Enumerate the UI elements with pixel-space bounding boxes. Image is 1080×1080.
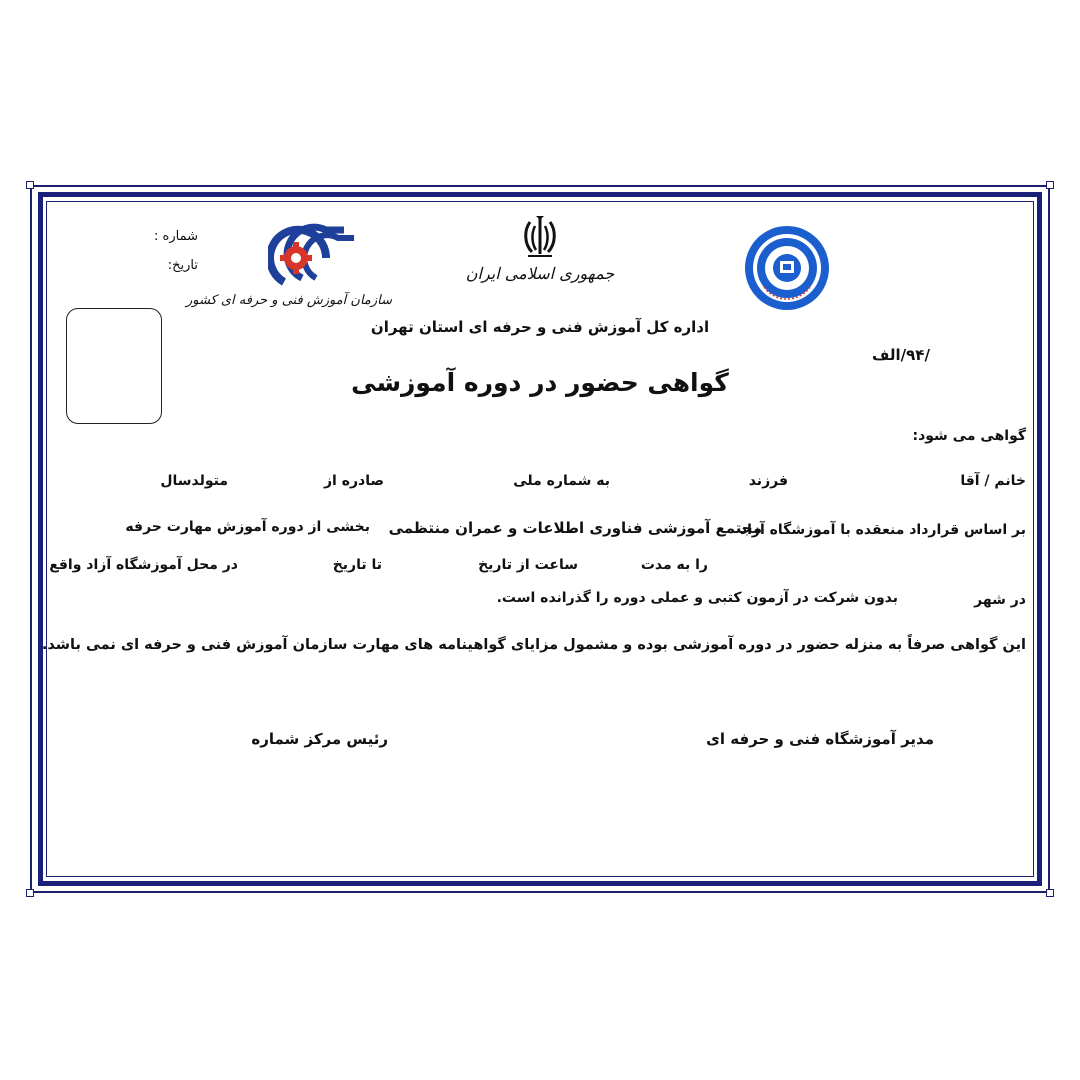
emblem-caption: جمهوری اسلامی ایران — [465, 264, 615, 283]
without-exam-text: بدون شرکت در آزمون کتبی و عملی دوره را گذرانده است. — [496, 590, 898, 606]
duration-label: را به مدت — [640, 557, 708, 573]
to-date-label: تا تاریخ — [332, 557, 382, 573]
issued-from-label: صادره از — [323, 473, 384, 489]
city-label: در شهر — [974, 592, 1026, 608]
frame-corner — [1046, 889, 1054, 897]
frame-corner — [26, 181, 34, 189]
tvto-logo-icon — [268, 222, 360, 286]
disclaimer-note: این گواهی صرفاً به منزله حضور در دوره آموزشی بوده و مشمول مزایای گواهینامه های مهارت سازمان آموزش فنی و حرفه ای نمی باشد. — [41, 637, 1026, 653]
institute-seal-icon — [744, 225, 830, 311]
gender-label: خانم / آقا — [960, 473, 1026, 489]
contract-label: بر اساس قرارداد منعقده با آموزشگاه آزاد — [739, 522, 1026, 538]
certificate-number: /۹۴/الف — [872, 346, 930, 364]
office-name: اداره کل آموزش فنی و حرفه ای استان تهران — [370, 318, 710, 336]
school-name: مجتمع آموزشی فناوری اطلاعات و عمران منتظمی — [388, 519, 762, 537]
certificate-title: گواهی حضور در دوره آموزشی — [351, 368, 729, 397]
manager-signature-label: مدیر آموزشگاه فنی و حرفه ای — [706, 730, 934, 748]
child-of-label: فرزند — [748, 473, 788, 489]
birth-year-label: متولدسال — [160, 473, 228, 489]
photo-placeholder — [66, 308, 162, 424]
date-label: تاریخ: — [167, 258, 198, 273]
course-part-label: بخشی از دوره آموزش مهارت حرفه — [125, 519, 370, 535]
logo-caption: سازمان آموزش فنی و حرفه ای کشور — [185, 293, 392, 308]
center-head-signature-label: رئیس مرکز شماره — [251, 730, 388, 748]
frame-corner — [26, 889, 34, 897]
location-label: در محل آموزشگاه آزاد واقع — [49, 557, 238, 573]
national-id-label: به شماره ملی — [513, 473, 610, 489]
number-label: شماره : — [154, 229, 198, 244]
frame-corner — [1046, 181, 1054, 189]
iran-emblem-icon — [522, 214, 558, 260]
certify-label: گواهی می شود: — [912, 428, 1026, 444]
hours-from-label: ساعت از تاریخ — [478, 557, 578, 573]
